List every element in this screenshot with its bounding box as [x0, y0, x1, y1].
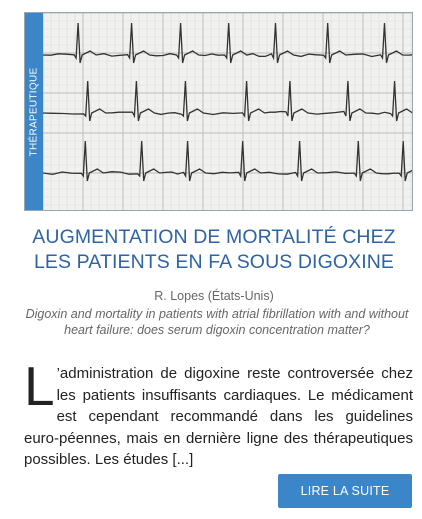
category-tag	[25, 13, 43, 210]
category-tag-label: THÉRAPEUTIQUE	[28, 67, 40, 156]
article-excerpt	[24, 355, 413, 471]
article-subtitle: Digoxin and mortality in patients with atrial fibrillation with and without heart failure: does serum digoxin concentration matter?	[25, 307, 409, 337]
read-more-button[interactable]: LIRE LA SUITE	[278, 474, 412, 508]
article-title[interactable]	[14, 225, 414, 275]
article-author: R. Lopes (États-Unis)	[154, 289, 274, 303]
article-excerpt-text: ’administration de digoxine reste controversée chez les patients insuffisants cardiaques. Le médicament est cependant recommandé dans les guidelines euro-péennes, mais en dernière ligne des thérapeutiques possibles. Les études [...]	[24, 365, 413, 468]
article-title-line-1: AUGMENTATION DE MORTALITÉ CHEZ	[32, 226, 396, 248]
ecg-trace-graphic	[43, 13, 413, 211]
article-title-line-2: LES PATIENTS EN FA SOUS DIGOXINE	[33, 251, 395, 273]
drop-cap: L	[24, 355, 55, 417]
ecg-image	[24, 12, 413, 211]
